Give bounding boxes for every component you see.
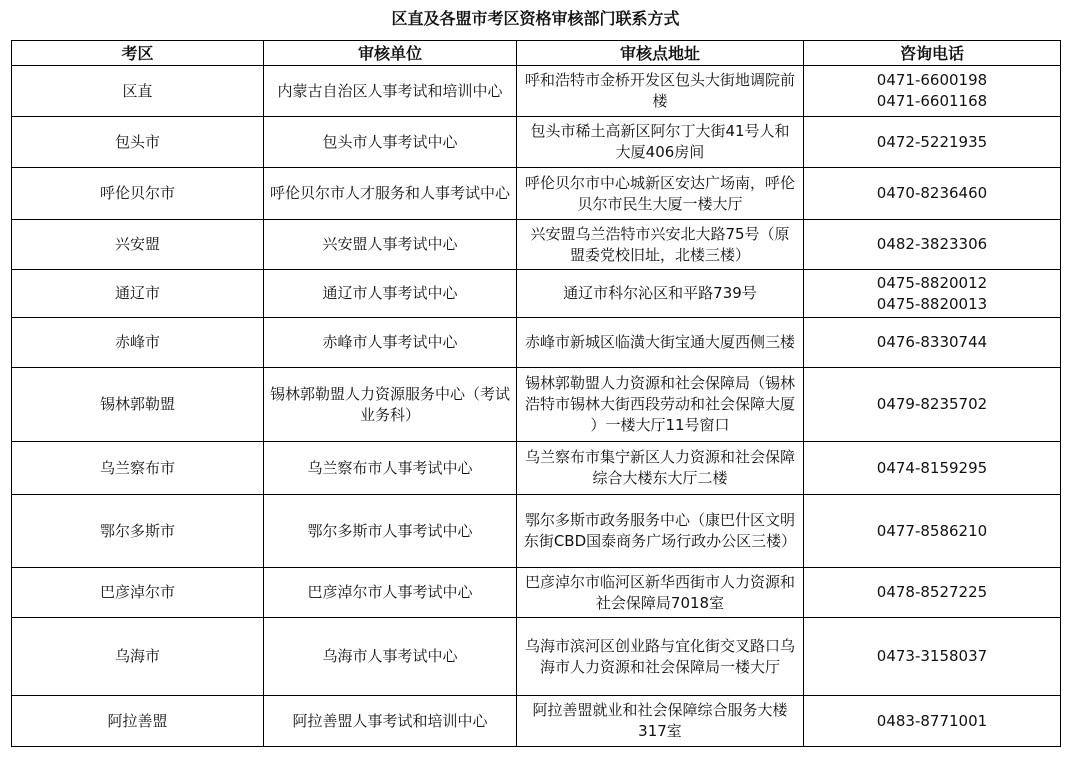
table-row [12, 66, 1061, 117]
cell-unit: 包头市人事考试中心 [264, 117, 517, 168]
cell-region: 包头市 [12, 117, 264, 168]
cell-address: 阿拉善盟就业和社会保障综合服务大楼317室 [517, 696, 804, 747]
table-row [12, 696, 1061, 747]
cell-phone: 0478-8527225 [804, 568, 1061, 618]
cell-address: 鄂尔多斯市政务服务中心（康巴什区文明东街CBD国泰商务广场行政办公区三楼） [517, 495, 804, 568]
cell-region: 通辽市 [12, 270, 264, 318]
cell-unit: 内蒙古自治区人事考试和培训中心 [264, 66, 517, 117]
table-row [12, 618, 1061, 696]
header-address: 审核点地址 [517, 41, 804, 66]
table-row [12, 568, 1061, 618]
table-row [12, 495, 1061, 568]
cell-phone: 0482-3823306 [804, 220, 1061, 270]
cell-unit: 阿拉善盟人事考试和培训中心 [264, 696, 517, 747]
table-row [12, 168, 1061, 220]
header-unit: 审核单位 [264, 41, 517, 66]
cell-address: 赤峰市新城区临潢大街宝通大厦西侧三楼 [517, 318, 804, 368]
cell-phone: 0476-8330744 [804, 318, 1061, 368]
cell-unit: 鄂尔多斯市人事考试中心 [264, 495, 517, 568]
cell-address: 呼伦贝尔市中心城新区安达广场南，呼伦贝尔市民生大厦一楼大厅 [517, 168, 804, 220]
table-row [12, 270, 1061, 318]
cell-unit: 乌海市人事考试中心 [264, 618, 517, 696]
table-row [12, 318, 1061, 368]
cell-region: 鄂尔多斯市 [12, 495, 264, 568]
cell-unit: 赤峰市人事考试中心 [264, 318, 517, 368]
page-title: 区直及各盟市考区资格审核部门联系方式 [391, 9, 680, 28]
cell-unit: 乌兰察布市人事考试中心 [264, 442, 517, 495]
header-row [12, 41, 1061, 66]
table-body [12, 66, 1061, 747]
cell-unit: 巴彦淖尔市人事考试中心 [264, 568, 517, 618]
cell-phone: 0473-3158037 [804, 618, 1061, 696]
cell-address: 通辽市科尔沁区和平路739号 [517, 270, 804, 318]
cell-region: 锡林郭勒盟 [12, 368, 264, 442]
cell-address: 呼和浩特市金桥开发区包头大街地调院前楼 [517, 66, 804, 117]
header-phone: 咨询电话 [804, 41, 1061, 66]
cell-region: 阿拉善盟 [12, 696, 264, 747]
cell-address: 锡林郭勒盟人力资源和社会保障局（锡林浩特市锡林大街西段劳动和社会保障大厦 ）一楼大厅11号窗口 [517, 368, 804, 442]
cell-phone: 0470-8236460 [804, 168, 1061, 220]
cell-address: 巴彦淖尔市临河区新华西街市人力资源和社会保障局7018室 [517, 568, 804, 618]
cell-phone: 0474-8159295 [804, 442, 1061, 495]
cell-phone: 0483-8771001 [804, 696, 1061, 747]
cell-address: 乌兰察布市集宁新区人力资源和社会保障综合大楼东大厅二楼 [517, 442, 804, 495]
cell-unit: 呼伦贝尔市人才服务和人事考试中心 [264, 168, 517, 220]
contact-table [11, 40, 1061, 747]
cell-region: 乌兰察布市 [12, 442, 264, 495]
cell-phone: 0475-8820012 0475-8820013 [804, 270, 1061, 318]
table-row [12, 117, 1061, 168]
cell-address: 兴安盟乌兰浩特市兴安北大路75号（原盟委党校旧址，北楼三楼） [517, 220, 804, 270]
cell-phone: 0471-6600198 0471-6601168 [804, 66, 1061, 117]
cell-unit: 锡林郭勒盟人力资源服务中心（考试业务科） [264, 368, 517, 442]
cell-address: 乌海市滨河区创业路与宜化街交叉路口乌海市人力资源和社会保障局一楼大厅 [517, 618, 804, 696]
cell-region: 区直 [12, 66, 264, 117]
cell-phone: 0472-5221935 [804, 117, 1061, 168]
cell-address: 包头市稀土高新区阿尔丁大街41号人和大厦406房间 [517, 117, 804, 168]
cell-region: 巴彦淖尔市 [12, 568, 264, 618]
cell-unit: 兴安盟人事考试中心 [264, 220, 517, 270]
cell-phone: 0477-8586210 [804, 495, 1061, 568]
cell-phone: 0479-8235702 [804, 368, 1061, 442]
cell-region: 乌海市 [12, 618, 264, 696]
table-row [12, 442, 1061, 495]
cell-region: 兴安盟 [12, 220, 264, 270]
cell-unit: 通辽市人事考试中心 [264, 270, 517, 318]
header-region: 考区 [12, 41, 264, 66]
table-row [12, 220, 1061, 270]
table-row [12, 368, 1061, 442]
cell-region: 呼伦贝尔市 [12, 168, 264, 220]
cell-region: 赤峰市 [12, 318, 264, 368]
